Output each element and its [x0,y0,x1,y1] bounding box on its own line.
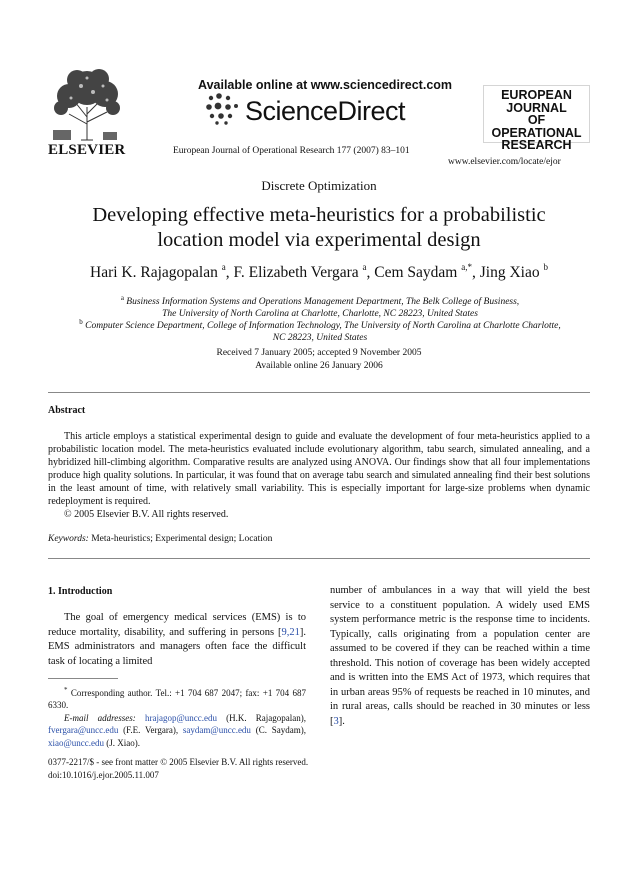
journal-logo-line: EUROPEAN [501,88,572,102]
author-affil-mark: a [221,262,226,272]
footnotes [48,684,306,749]
email-link[interactable]: fvergara@uncc.edu [48,725,119,736]
keywords [48,534,272,544]
journal-logo-line: OF OPERATIONAL [491,113,582,140]
received-date: Received 7 January 2005; accepted 9 November 2005 [216,348,422,358]
front-matter-info [48,756,308,781]
affiliation-line: Business Information Systems and Operations Management Department, The Belk College of Business, [126,297,520,307]
title-line: location model via experimental design [157,229,481,251]
affiliation-line: The University of North Carolina at Charlotte, Charlotte, NC 28223, United States [162,309,478,319]
section-label: Discrete Optimization [261,178,377,193]
online-date: Available online 26 January 2006 [255,360,383,371]
email-owner: (J. Xiao). [106,737,141,748]
citation-link[interactable]: 3 [333,715,339,727]
sciencedirect-dots-icon [205,92,241,126]
author-name: Jing Xiao [479,264,540,281]
divider [48,392,590,393]
abstract-paragraph: This article employs a statistical experimental design to guide and evaluate the development of four meta-heuristics applied to a probabilistic location model. The meta-heuristics evaluated include evolutionary algorithm, tabu search, simulated annealing, and a hybridized hill-climbing algorithm. Comparative results are analyzed using ANOVA. Our findings show that all four implementations produce high quality solutions. In particular, it was found that on average tabu search and simulated annealing find their best solutions in the least amount of time, with relatively small variability. This is especially important for large-size problems when dynamic redeployment is required. [48,431,590,507]
body-text: number of ambulances in a way that will yield the best service to a constituent population. A widely used EMS system performance metric is the response time to incidents. Typically, calls originating from a population center are assumed to be covered if they can be reached within a time threshold. This notion of coverage has been widely accepted and is written into the EMS Act of 1973, which requires that in urban areas 95% of requests be reached in 10 minutes, and in rural areas, calls should be reached in 30 minutes or less [ [330,585,590,727]
issn-line: 0377-2217/$ - see front matter © 2005 Elsevier B.V. All rights reserved. [48,757,309,767]
author-affil-mark: a,* [461,262,472,272]
affiliation-mark: a [120,294,124,302]
body-text: ]. EMS administrators and managers often face the difficult task of locating a limited [48,626,306,667]
left-column-text [48,611,306,669]
abstract-heading: Abstract [48,405,86,416]
sciencedirect-wordmark: ScienceDirect [245,96,406,126]
right-column-text [330,584,590,729]
email-link[interactable]: hrajagop@uncc.edu [144,712,217,723]
body-text: The goal of emergency medical services (EMS) is to reduce mortality, disability, and suffering in persons [ [48,612,306,638]
publisher-name: ELSEVIER [48,142,126,158]
affiliation-line: Computer Science Department, College of Information Technology, The University of North Carolina at Charlotte Charlotte, [85,321,561,331]
divider [48,558,590,559]
journal-citation: European Journal of Operational Research 177 (2007) 83–101 [173,146,410,156]
section-heading: 1. Introduction [48,586,113,597]
journal-url-link[interactable]: www.elsevier.com/locate/ejor [448,157,561,167]
email-owner: (F.E. Vergara), [123,725,179,736]
author-affil-mark: a [362,262,367,272]
title-line: Developing effective meta-heuristics for a probabilistic [92,204,546,226]
footnote-mark: * [64,686,68,694]
abstract-copyright: © 2005 Elsevier B.V. All rights reserved. [64,509,229,520]
author-affil-mark: b [543,262,548,272]
keywords-label: Keywords: [48,534,89,544]
paper-title [0,203,638,253]
journal-logo-line: JOURNAL [506,100,567,115]
email-link[interactable]: saydam@uncc.edu [182,725,251,736]
article-dates [0,347,638,372]
author-name: Hari K. Rajagopalan [90,264,218,281]
email-owner: (H.K. Rajagopalan), [226,712,307,723]
journal-logo-line: RESEARCH [501,138,572,152]
doi-line: doi:10.1016/j.ejor.2005.11.007 [48,769,159,780]
citation-link[interactable]: 9,21 [281,626,300,638]
affiliation-line: NC 28223, United States [272,333,368,343]
elsevier-tree-logo [47,62,127,142]
author-name: F. Elizabeth Vergara [233,264,359,281]
author-name: Cem Saydam [374,264,458,281]
affiliation-b [55,316,585,344]
body-text: ]. [338,715,345,727]
available-online-text[interactable]: Available online at www.sciencedirect.com [198,78,453,92]
affiliation-mark: b [79,318,83,326]
email-owner: (C. Saydam), [255,725,307,736]
email-link[interactable]: xiao@uncc.edu [48,737,105,748]
corresponding-author-note: Corresponding author. Tel.: +1 704 687 2047; fax: +1 704 687 6330. [48,688,307,711]
author-list: Hari K. Rajagopalan $^a$, F. Elizabeth Vergara $^a$, Cem Saydam $^{a,*}$, Jing Xiao $^b$ [90,262,548,281]
email-label: E-mail addresses: [64,712,136,723]
footnote-rule [48,678,118,679]
abstract-body [48,430,590,521]
journal-logo [483,85,590,152]
keywords-value: Meta-heuristics; Experimental design; Location [91,534,273,544]
